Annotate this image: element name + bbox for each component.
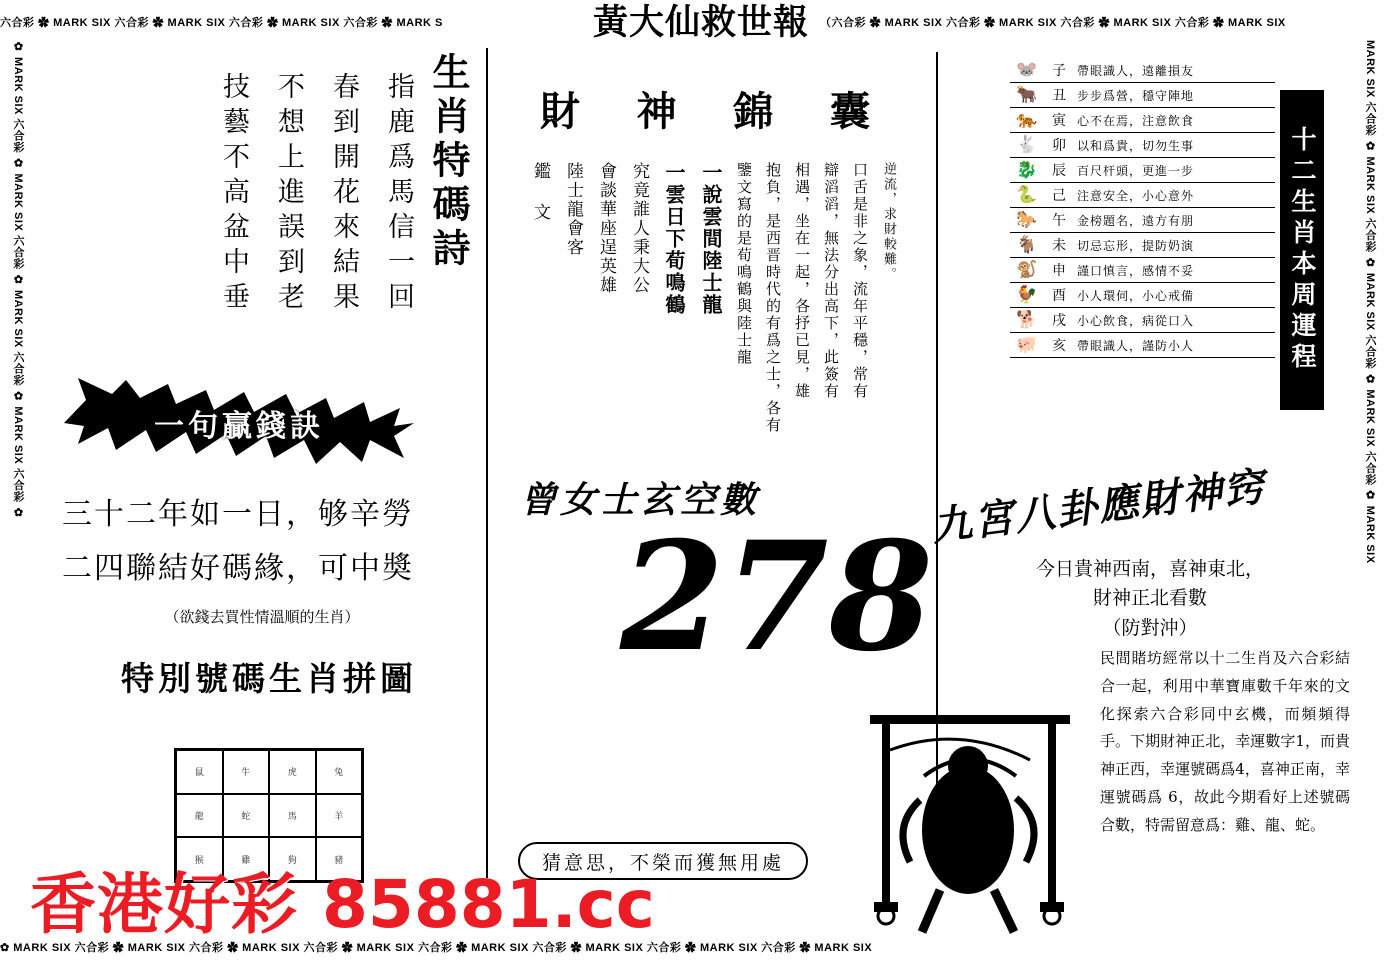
ninepalace-line: 今日貴神西南，喜神東北，	[1035, 558, 1264, 580]
branch-label: 亥	[1044, 333, 1074, 358]
ninepalace-line: （防對沖）	[1102, 616, 1198, 639]
starburst-badge	[64, 378, 414, 468]
grid-cell	[316, 794, 363, 838]
animal-icon: 🐉	[1010, 158, 1044, 183]
border-right	[1352, 40, 1388, 930]
xuankong-number: 278	[620, 509, 934, 685]
grid-cell-label: 牛	[241, 768, 251, 779]
caishen-body	[510, 162, 898, 492]
animal-icon: 🐭	[1010, 58, 1044, 83]
caishen-line: 逆流，求財較難。	[881, 162, 896, 282]
grid-cell	[269, 750, 316, 794]
poem-line: 技藝不高盆中垂	[218, 72, 249, 317]
table-row	[1010, 308, 1275, 333]
archer-icon	[860, 680, 1090, 940]
page-title: 黃大仙救世報	[592, 3, 809, 43]
table-row	[1010, 208, 1275, 233]
table-row	[1010, 108, 1275, 133]
grid-cell-label: 羊	[334, 811, 344, 822]
caishen-line: 抱負，是西晋時代的有爲之士，各有	[764, 162, 782, 434]
border-right-text: MARK SIX 六合彩 ✿ MARK SIX 六合彩 ✿ MARK SIX 六合彩 ✿ MARK SIX 六合彩 ✿ MARK SIX	[1364, 40, 1376, 564]
caishen-title	[540, 80, 870, 150]
fortune-phrase: 帶眼識人，謹防小人	[1074, 333, 1275, 358]
animal-icon: 🐖	[1010, 333, 1044, 358]
animal-icon: 🐕	[1010, 308, 1044, 333]
starburst-label: 一句贏錢訣	[154, 409, 324, 444]
grid-cell-label: 豬	[334, 855, 344, 866]
caishen-title-char: 囊	[829, 88, 870, 135]
grid-cell-label: 狗	[287, 855, 297, 866]
animal-icon: 🐐	[1010, 233, 1044, 258]
grid-cell-label: 猴	[194, 855, 204, 866]
caishen-line: 會談華座逞英雄	[596, 162, 616, 295]
weekly-fortune-label: 十二生肖本周運程	[1280, 90, 1324, 410]
poem-line: 春到開花來結果	[328, 72, 359, 317]
caishen-label: 鑑 文	[530, 162, 550, 222]
grid-cell-label: 龍	[194, 811, 204, 822]
fortune-phrase: 以和爲貴，切勿生事	[1074, 133, 1275, 158]
table-row	[1010, 133, 1275, 158]
grid-cell-label: 馬	[287, 811, 297, 822]
ninepalace-lines	[960, 555, 1340, 643]
watermark	[30, 851, 655, 946]
fortune-phrase: 謹口慎言，感情不妥	[1074, 258, 1275, 283]
table-row	[1010, 158, 1275, 183]
fortune-phrase: 小人環伺，小心戒備	[1074, 283, 1275, 308]
branch-label: 未	[1044, 233, 1074, 258]
caishen-line: 究竟誰人秉大公	[629, 162, 649, 295]
branch-label: 卯	[1044, 133, 1074, 158]
branch-label: 子	[1044, 58, 1074, 83]
caishen-line: 鑒文寫的是荀鳴鶴與陸士龍	[735, 162, 753, 366]
fortune-phrase: 金榜題名，遠方有朋	[1074, 208, 1275, 233]
grid-cell-label: 兔	[334, 768, 344, 779]
left-column	[56, 48, 476, 928]
branch-label: 酉	[1044, 283, 1074, 308]
table-row	[1010, 183, 1275, 208]
animal-icon: 🐍	[1010, 183, 1044, 208]
couplet-note: （欲錢去買性情溫順的生肖）	[164, 608, 360, 626]
grid-cell-label: 蛇	[241, 811, 251, 822]
grid-cell	[176, 750, 223, 794]
caishen-line: 相遇，坐在一起，各抒已見，雄	[793, 162, 811, 400]
zodiac-poem-title: 生肖特碼詩	[426, 52, 471, 272]
animal-icon: 🐅	[1010, 108, 1044, 133]
caishen-line: 辯滔滔，無法分出高下，此簽有	[822, 162, 840, 400]
caishen-title-char: 神	[636, 88, 677, 135]
grid-cell-label: 雞	[241, 855, 251, 866]
ninepalace-title: 九宮八卦應財神窍	[929, 462, 1269, 551]
grid-cell	[223, 794, 270, 838]
border-left	[0, 40, 36, 930]
caishen-line: 一說雲間陸士龍	[699, 162, 723, 316]
xuankong-title: 曾女士玄空數	[520, 479, 761, 521]
article-text: 民間賭坊經常以十二生肖及六合彩結合一起，利用中華寶庫數千年來的文化探索六合彩同中玄機，而頻頻得手。下期財神正北，幸運數字1，而貴神正西，幸運號碼爲4，喜神正南，幸運號碼爲 6，故此今期看好上述號碼合數，特需留意爲：雞、龍、蛇。	[1100, 649, 1350, 834]
poem-line: 不想上進誤到老	[273, 72, 304, 317]
grid-cell-label: 鼠	[194, 768, 204, 779]
couplet-line-2: 二四聯結好碼緣，可中奬	[62, 551, 414, 586]
fortune-phrase: 注意安全，小心意外	[1074, 183, 1275, 208]
branch-label: 寅	[1044, 108, 1074, 133]
border-left-text: ✿ MARK SIX 六合彩 ✿ MARK SIX 六合彩 ✿ MARK SIX 六合彩 ✿ MARK SIX 六合彩 ✿	[12, 40, 24, 520]
right-column	[929, 50, 1350, 930]
fortune-phrase: 切忌忘形，提防奶演	[1074, 233, 1275, 258]
warrior-illustration	[860, 680, 1090, 940]
caishen-title-char: 財	[540, 88, 580, 135]
zodiac-poem-lines	[198, 72, 418, 362]
fortune-phrase: 步步爲營，穩守陣地	[1074, 83, 1275, 108]
table-row	[1010, 258, 1275, 283]
table-row	[1010, 333, 1275, 358]
table-row	[1010, 58, 1275, 83]
middle-column	[500, 52, 934, 922]
grid-cell	[316, 750, 363, 794]
special-number-heading: 特別號碼生肖拼圖	[121, 659, 417, 698]
branch-label: 丑	[1044, 83, 1074, 108]
caishen-title-char: 錦	[733, 88, 774, 135]
animal-icon: 🐂	[1010, 83, 1044, 108]
column-divider-left	[486, 48, 488, 878]
branch-label: 辰	[1044, 158, 1074, 183]
branch-label: 午	[1044, 208, 1074, 233]
caishen-line: 一雲日下荀鳴鶴	[662, 162, 686, 316]
table-row	[1010, 83, 1275, 108]
ninepalace-line: 財神正北看數	[1092, 587, 1207, 610]
border-top-right	[820, 0, 1388, 46]
animal-icon: 🐎	[1010, 208, 1044, 233]
fortune-phrase: 心不在焉，注意飲食	[1074, 108, 1275, 133]
grid-cell	[176, 794, 223, 838]
table-row	[1010, 233, 1275, 258]
branch-label: 己	[1044, 183, 1074, 208]
grid-cell	[269, 794, 316, 838]
branch-label: 申	[1044, 258, 1074, 283]
grid-cell	[223, 750, 270, 794]
caishen-line: 陸士龍會客	[563, 162, 583, 257]
caishen-line: 口舌是非之象，流年平穩，常有	[851, 162, 869, 400]
middle-banner: 猜意思，不榮而獲無用處	[518, 842, 808, 880]
animal-icon: 🐒	[1010, 258, 1044, 283]
border-bottom-text: ✿ MARK SIX 六合彩 ✿ MARK SIX 六合彩 ✿ MARK SIX 六合彩 ✿ MARK SIX 六合彩 ✿ MARK SIX 六合彩 ✿ MARK SIX 六合彩 ✿ MARK SIX 六合彩 ✿ MARK SIX	[0, 942, 873, 954]
weekly-zodiac-table	[1010, 58, 1275, 358]
border-top-right-text: （六合彩 ✿ MARK SIX 六合彩 ✿ MARK SIX 六合彩 ✿ MARK SIX 六合彩 ✿ MARK SIX	[820, 17, 1286, 29]
fortune-phrase: 帶眼識人，遠離損友	[1074, 58, 1275, 83]
fortune-phrase: 小心飲食，病從口入	[1074, 308, 1275, 333]
animal-icon: 🐇	[1010, 133, 1044, 158]
grid-cell-label: 虎	[287, 768, 297, 779]
branch-label: 戌	[1044, 308, 1074, 333]
watermark-domain: 85881.cc	[321, 866, 655, 943]
lucky-couplet	[62, 488, 462, 596]
watermark-text: 香港好彩	[30, 866, 298, 943]
table-row	[1010, 283, 1275, 308]
border-top-left-text: 六合彩 ✿ MARK SIX 六合彩 ✿ MARK SIX 六合彩 ✿ MARK SIX 六合彩 ✿ MARK S	[0, 17, 443, 29]
animal-icon: 🐓	[1010, 283, 1044, 308]
poem-line: 指鹿爲馬信一回	[383, 72, 414, 317]
fortune-phrase: 百尺杆頭，更進一步	[1074, 158, 1275, 183]
couplet-line-1: 三十二年如一日，够辛勞	[62, 497, 414, 532]
